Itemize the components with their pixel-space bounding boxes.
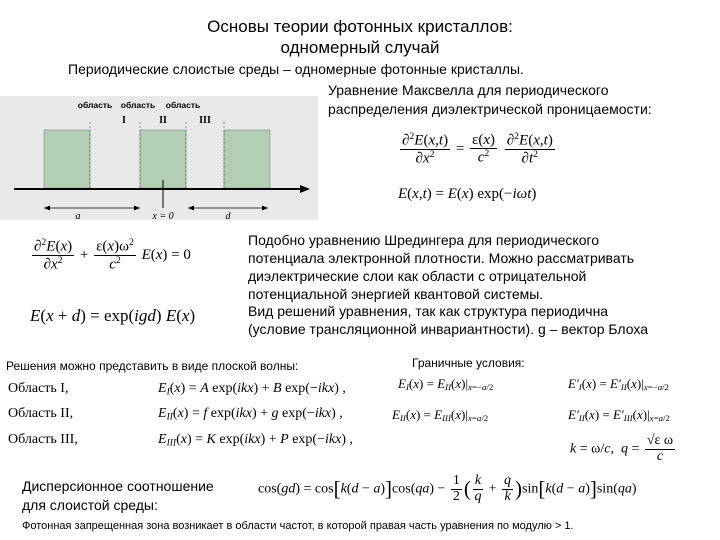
schrodinger-text-2: потенциала электронной плотности. Можно рассматривать bbox=[248, 250, 635, 266]
solution-region-3: $E_{III}(x) = K$ exp(ikx) + P exp(−ikx) , bbox=[158, 432, 353, 449]
footer-note: Фотонная запрещенная зона возникает в области частот, в которой правая часть уравнения по модулю > 1. bbox=[22, 520, 574, 532]
time-harmonic-equation: E(x,t) = E(x) exp(−iωt) bbox=[398, 186, 537, 202]
layer-1 bbox=[44, 130, 90, 188]
figure-label-a: a bbox=[75, 211, 81, 220]
plane-wave-text: Решения можно представить в виде плоской волны: bbox=[6, 359, 299, 373]
dispersion-text-2: для слоистой среды: bbox=[22, 497, 158, 513]
region-numeral-2: II bbox=[159, 115, 167, 126]
maxwell-equation: $\frac{\partial^2E(x,t)}{\partial x^2}$ = $\frac{\varepsilon(x)}{c^2}$ $\frac{\partial^2E(x,t)}{\partial t^2}$ bbox=[402, 131, 553, 167]
layer-3 bbox=[224, 130, 270, 188]
schrodinger-text-1: Подобно уравнению Шредингера для периодического bbox=[248, 232, 600, 248]
dispersion-equation: cos(gd) = cos[k(d − a)]cos(qa) − $\frac{1}{2}$ ( $\frac{k}{q}$ + $\frac{q}{k}$ )sin[k(d − a)]sin(qa) bbox=[258, 473, 637, 504]
solution-region-2: $E_{II}(x) = f$ exp(ikx) + g exp(−ikx) , bbox=[158, 406, 343, 423]
region-numeral-1: I bbox=[122, 115, 126, 126]
boundary-conditions-title: Граничные условия: bbox=[412, 356, 525, 370]
maxwell-text-1: Уравнение Максвелла для периодического bbox=[328, 82, 609, 98]
schrodinger-text-3: диэлектрические слои как области с отрицательной bbox=[248, 268, 587, 284]
region-name-1: Область I, bbox=[8, 381, 69, 396]
region-name-3: Область III, bbox=[8, 432, 78, 447]
bloch-equation: E(x + d) = exp(igd) E(x) bbox=[30, 306, 196, 325]
figure-label-d: d bbox=[225, 211, 231, 220]
figure-label-x0: x = 0 bbox=[152, 211, 174, 220]
boundary-condition-1: $E_I(x) = E_{II}(x)|_{x=-a/2}$ bbox=[398, 376, 494, 393]
solution-text-1: Вид решений уравнения, так как структура периодична bbox=[248, 303, 609, 319]
layered-medium-figure bbox=[0, 96, 318, 220]
maxwell-text-2: распределения диэлектрической проницаемости: bbox=[328, 101, 652, 117]
region-label-2: область bbox=[120, 100, 156, 110]
schrodinger-text-4: потенциальной энергией квантовой системы. bbox=[248, 286, 544, 302]
page-subtitle: одномерный случай bbox=[280, 38, 440, 57]
solution-region-1: $E_I(x) = A$ exp(ikx) + B exp(−ikx) , bbox=[158, 381, 346, 398]
dispersion-text-1: Дисперсионное соотношение bbox=[22, 478, 214, 494]
region-label-3: область bbox=[165, 100, 201, 110]
region-label-1: область bbox=[77, 100, 113, 110]
boundary-condition-4: $E'_{II}(x) = E'_{III}(x)|_{x=a/2}$ bbox=[568, 407, 670, 424]
boundary-condition-3: $E_{II}(x) = E_{III}(x)|_{x=a/2}$ bbox=[392, 407, 489, 424]
page-title: Основы теории фотонных кристаллов: bbox=[207, 17, 513, 36]
region-name-2: Область II, bbox=[8, 406, 74, 421]
solution-text-2: (условие трансляционной инвариантности). g – вектор Блоха bbox=[248, 321, 648, 337]
layer-2 bbox=[140, 130, 186, 188]
wave-equation: $\frac{\partial^2E(x)}{\partial x^2}$ + $\frac{\varepsilon(x)\omega^2}{c^2}$ E(x) = 0 bbox=[34, 237, 191, 273]
boundary-condition-2: $E'_I(x) = E'_{II}(x)|_{x=-a/2}$ bbox=[568, 376, 669, 393]
intro-text: Периодические слоистые среды – одномерные фотонные кристаллы. bbox=[68, 61, 524, 77]
wavenumber-definitions: k = ω/c, q = $\frac{\text{√ε ω}}{c}$ bbox=[570, 433, 674, 464]
region-numeral-3: III bbox=[199, 115, 211, 126]
